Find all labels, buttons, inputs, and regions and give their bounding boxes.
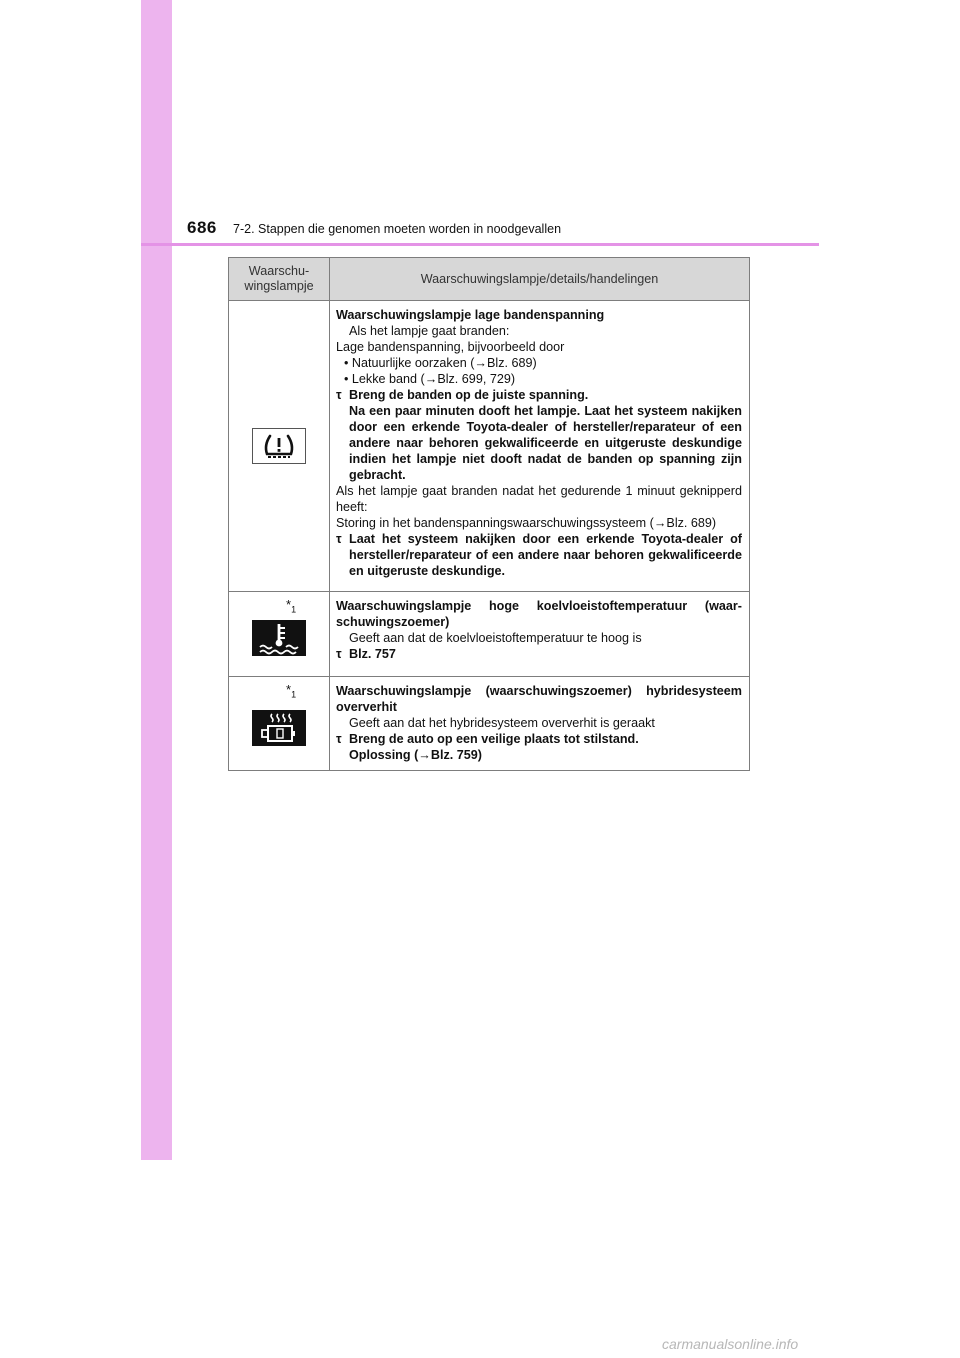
detail-line: Geeft aan dat het hybridesysteem oververhit is geraakt: [349, 716, 655, 730]
lamp-column-header-line1: Waarschu-: [248, 264, 310, 278]
action-continuation: Na een paar minuten dooft het lampje. Laat het systeem nakijken door een erkende Toyota-dealer of hersteller/reparateur of een andere naar behoren gekwalificeerde en uitgeruste deskundige indien het lampje niet dooft nadat de banden op spanning zijn gebracht.: [349, 404, 742, 482]
lamp-title: Waarschuwingslampje lage bandenspanning: [336, 308, 605, 322]
side-color-band: [141, 0, 172, 1160]
table-row: [229, 677, 750, 771]
table-header-row: [229, 258, 750, 301]
action-text: Breng de auto op een veilige plaats tot stilstand.: [349, 732, 639, 746]
lamp-column-header: [229, 258, 330, 301]
footnote-marker: $*_1$: [286, 597, 297, 615]
lamp-title: Waarschuwingslampje (waarschuwingszoemer) hybridesysteem oververhit: [336, 684, 742, 714]
action-symbol: τ: [336, 647, 342, 661]
action-symbol: τ: [336, 532, 342, 546]
detail-line: Als het lampje gaat branden nadat het gedurende 1 minuut geknipperd heeft:: [336, 484, 742, 514]
lamp-cell: [229, 677, 330, 771]
table-row: [229, 301, 750, 592]
lamp-cell: [229, 301, 330, 592]
detail-line: • Lekke band (→Blz. 699, 729): [344, 372, 516, 386]
detail-line: • Natuurlijke oorzaken (→Blz. 689): [344, 356, 537, 370]
tire-pressure-warning-icon: [252, 428, 306, 464]
detail-line: Storing in het bandenspanningswaarschuwingssysteem (→Blz. 689): [336, 516, 717, 530]
action-symbol: τ: [336, 388, 342, 402]
details-column-header: Waarschuwingslampje/details/handelingen: [330, 258, 750, 301]
lamp-title: Waarschuwingslampje hoge koelvloeistoftemperatuur (waarschuwingszoemer): [336, 599, 742, 629]
page-number: 686: [187, 218, 217, 237]
action-item: [336, 646, 742, 662]
action-symbol: τ: [336, 732, 342, 746]
action-continuation: Oplossing (→Blz. 759): [349, 748, 482, 762]
action-text: Laat het systeem nakijken door een erkende Toyota-dealer of hersteller/reparateur of een andere naar behoren gekwalificeerde en uitgeruste deskundige.: [349, 532, 742, 578]
warning-lamp-table: [228, 257, 750, 771]
action-text: Blz. 757: [349, 647, 396, 661]
detail-line: Lage bandenspanning, bijvoorbeeld door: [336, 340, 565, 354]
action-item: [336, 531, 742, 579]
detail-line: Geeft aan dat de koelvloeistoftemperatuur te hoog is: [349, 631, 642, 645]
details-cell: [330, 592, 750, 677]
table-row: [229, 592, 750, 677]
detail-line: Als het lampje gaat branden:: [349, 324, 510, 338]
lamp-cell: [229, 592, 330, 677]
action-text: Breng de banden op de juiste spanning.: [349, 388, 589, 402]
footnote-marker: $*_1$: [286, 682, 297, 700]
header-rule: [141, 243, 819, 246]
action-item: [336, 731, 742, 747]
action-item: [336, 387, 742, 403]
lamp-column-header-line2: wingslampje: [244, 279, 314, 293]
details-cell: [330, 301, 750, 592]
section-title: 7-2. Stappen die genomen moeten worden in noodgevallen: [233, 222, 562, 236]
coolant-temperature-icon: [252, 620, 306, 656]
details-cell: [330, 677, 750, 771]
watermark: carmanualsonline.info: [662, 1336, 799, 1352]
hybrid-system-overheat-icon: [252, 710, 306, 746]
